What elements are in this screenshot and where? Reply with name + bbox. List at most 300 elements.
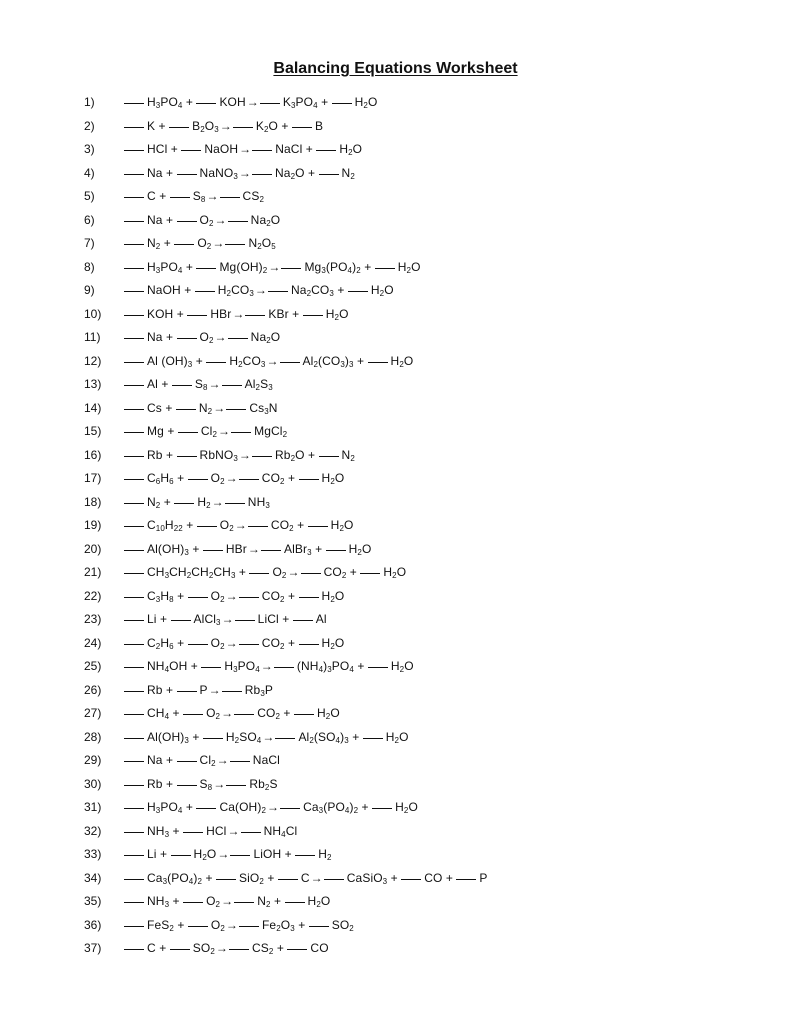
- chemical-formula: Na: [147, 753, 163, 767]
- coefficient-blank[interactable]: [248, 525, 268, 527]
- equation-text: $Na + Cl_2\to NaCl$: [124, 749, 280, 773]
- coefficient-blank[interactable]: [172, 384, 192, 386]
- chemical-formula: $CO_2$: [261, 635, 285, 651]
- chemical-formula: Rb: [147, 682, 163, 697]
- equation-row: [0, 373, 791, 397]
- reaction-arrow-icon: →: [260, 659, 273, 673]
- reaction-arrow-icon: →: [217, 847, 230, 861]
- chemical-formula: $Mg_3(PO_4)_2$: [304, 259, 361, 275]
- coefficient-blank[interactable]: [195, 290, 215, 292]
- coefficient-blank[interactable]: [124, 196, 144, 198]
- chemical-formula: $C_{10}H_{22}$: [147, 518, 183, 533]
- chemical-formula: $Na_2O$: [250, 212, 281, 228]
- chemical-formula: $K_3PO_4$: [282, 95, 318, 110]
- coefficient-blank[interactable]: [124, 831, 144, 833]
- equation-number: 19): [84, 518, 102, 532]
- coefficient-blank[interactable]: [124, 760, 144, 762]
- chemical-formula: $NH_3$: [147, 894, 170, 909]
- coefficient-blank[interactable]: [124, 572, 144, 574]
- coefficient-blank[interactable]: [245, 314, 265, 316]
- coefficient-blank[interactable]: [187, 314, 207, 316]
- coefficient-blank[interactable]: [368, 666, 388, 668]
- chemical-formula: NaCl: [275, 142, 303, 156]
- equation-number: 1): [84, 95, 95, 109]
- chemical-formula: $SO_2$: [192, 941, 215, 956]
- reaction-arrow-icon: →: [218, 424, 231, 438]
- chemical-formula: CO: [424, 870, 443, 885]
- chemical-formula: $CO_2$: [323, 565, 347, 580]
- equation-number: 33): [84, 847, 102, 861]
- equation-text: $CH_3CH_2CH_2CH_3 + O_2\to CO_2 + H_2O$: [124, 561, 406, 585]
- chemical-formula: $Na_2CO_3$: [291, 283, 334, 298]
- coefficient-blank[interactable]: [222, 384, 242, 386]
- coefficient-blank[interactable]: [241, 831, 261, 833]
- coefficient-blank[interactable]: [124, 807, 144, 809]
- chemical-formula: $O_2$: [197, 236, 212, 251]
- chemical-formula: $Al_2S_3$: [244, 377, 273, 392]
- equation-row: [0, 655, 791, 679]
- coefficient-blank[interactable]: [124, 267, 144, 269]
- equation-row: [0, 538, 791, 562]
- chemical-formula: $N_2$: [147, 236, 161, 251]
- chemical-formula: $N_2$: [341, 447, 355, 463]
- coefficient-blank[interactable]: [174, 502, 194, 504]
- coefficient-blank[interactable]: [234, 901, 254, 903]
- chemical-formula: $CS_2$: [251, 941, 274, 956]
- coefficient-blank[interactable]: [203, 737, 223, 739]
- chemical-formula: C: [147, 941, 156, 955]
- coefficient-blank[interactable]: [228, 337, 248, 339]
- equation-row: [0, 491, 791, 515]
- equation-row: [0, 91, 791, 115]
- chemical-formula: $H_3PO_4$: [147, 800, 183, 815]
- coefficient-blank[interactable]: [230, 854, 250, 856]
- coefficient-blank[interactable]: [309, 925, 329, 927]
- coefficient-blank[interactable]: [401, 878, 421, 880]
- reaction-arrow-icon: →: [238, 447, 251, 462]
- coefficient-blank[interactable]: [171, 854, 191, 856]
- equation-row: [0, 115, 791, 139]
- coefficient-blank[interactable]: [124, 384, 144, 386]
- coefficient-blank[interactable]: [316, 149, 336, 151]
- coefficient-blank[interactable]: [278, 878, 298, 880]
- coefficient-blank[interactable]: [124, 173, 144, 175]
- coefficient-blank[interactable]: [228, 220, 248, 222]
- equation-number: 6): [84, 212, 95, 227]
- chemical-formula: $NH_4OH$: [147, 659, 188, 674]
- coefficient-blank[interactable]: [235, 619, 255, 621]
- equation-row: [0, 726, 791, 750]
- coefficient-blank[interactable]: [293, 619, 313, 621]
- coefficient-blank[interactable]: [124, 220, 144, 222]
- coefficient-blank[interactable]: [177, 337, 197, 339]
- coefficient-blank[interactable]: [280, 361, 300, 363]
- coefficient-blank[interactable]: [226, 784, 246, 786]
- equation-text: $Rb + S_8\to Rb_2S$: [124, 773, 278, 797]
- coefficient-blank[interactable]: [177, 455, 197, 457]
- equation-text: $Al(OH)_3$ + HBr→AlBr$_3$ + $H_2O$: [124, 538, 371, 562]
- chemical-formula: $H_2O$: [348, 541, 372, 557]
- coefficient-blank[interactable]: [285, 901, 305, 903]
- coefficient-blank[interactable]: [299, 596, 319, 598]
- equation-text: $C_2H_6 + O_2\to CO_2 + H_2O$: [124, 632, 344, 656]
- coefficient-blank[interactable]: [229, 948, 249, 950]
- reaction-arrow-icon: →: [254, 283, 267, 297]
- chemical-formula: $N_2$: [198, 400, 213, 416]
- equation-text: Al $(OH)_3 + H_2CO_3\to Al_2(CO_3)_3 + H_2O$: [124, 350, 413, 374]
- chemical-formula: $O_2$: [219, 518, 234, 533]
- coefficient-blank[interactable]: [188, 478, 208, 480]
- chemical-formula: $Ca(OH)_2$: [219, 800, 266, 815]
- coefficient-blank[interactable]: [226, 408, 246, 410]
- coefficient-blank[interactable]: [124, 149, 144, 151]
- coefficient-blank[interactable]: [249, 572, 269, 574]
- reaction-arrow-icon: →: [287, 565, 300, 579]
- coefficient-blank[interactable]: [170, 196, 190, 198]
- chemical-formula: $H_2SO_4$: [225, 729, 262, 745]
- equation-text: $C + SO_2\to CS_2$ + CO: [124, 937, 329, 961]
- equation-text: NaOH + $H_2CO_3\to Na_2CO_3 + H_2O$: [124, 279, 394, 303]
- coefficient-blank[interactable]: [124, 126, 144, 128]
- equation-row: [0, 279, 791, 303]
- coefficient-blank[interactable]: [176, 408, 196, 410]
- equation-text: KOH + $HBr\to KBr + H_2O$: [124, 303, 349, 327]
- equation-number: 7): [84, 236, 95, 250]
- equation-text: $N_2 + H_2\to NH_3$: [124, 491, 270, 515]
- equation-number: 29): [84, 753, 102, 767]
- chemical-formula: $Na_2O$: [250, 330, 281, 345]
- chemical-formula: $H_2$: [197, 494, 211, 510]
- chemical-formula: $N_2$: [257, 894, 271, 909]
- coefficient-blank[interactable]: [348, 290, 368, 292]
- coefficient-blank[interactable]: [178, 431, 198, 433]
- coefficient-blank[interactable]: [239, 925, 259, 927]
- reaction-arrow-icon: →: [221, 706, 234, 720]
- coefficient-blank[interactable]: [177, 784, 197, 786]
- coefficient-blank[interactable]: [260, 102, 280, 104]
- chemical-formula: $O_2$: [199, 330, 214, 345]
- chemical-formula: LiCl: [257, 612, 279, 626]
- coefficient-blank[interactable]: [295, 854, 315, 856]
- chemical-formula: B: [314, 118, 324, 133]
- chemical-formula: Al: [147, 377, 158, 391]
- chemical-formula: KBr: [268, 306, 289, 321]
- coefficient-blank[interactable]: [220, 196, 240, 198]
- coefficient-blank[interactable]: [299, 643, 319, 645]
- chemical-formula: $CH_4$: [147, 706, 170, 721]
- chemical-formula: $N_2O_5$: [248, 236, 276, 251]
- equation-text: $Li + H_2O\to LiOH + H_2$: [124, 843, 332, 867]
- chemical-formula: $Rb_2O$: [275, 447, 305, 463]
- chemical-formula: CaSiO$_3$: [346, 870, 388, 886]
- coefficient-blank[interactable]: [124, 314, 144, 316]
- chemical-formula: Li: [147, 847, 157, 861]
- chemical-formula: $H_2O$: [383, 565, 407, 580]
- equation-text: $Na + O_2\to Na_2O$: [124, 209, 280, 233]
- chemical-formula: SiO$_2$: [239, 870, 264, 886]
- reaction-arrow-icon: →: [208, 377, 221, 391]
- equation-row: [0, 397, 791, 421]
- equation-row: [0, 209, 791, 233]
- coefficient-blank[interactable]: [124, 643, 144, 645]
- coefficient-blank[interactable]: [303, 314, 323, 316]
- equation-row: [0, 350, 791, 374]
- coefficient-blank[interactable]: [183, 831, 203, 833]
- reaction-arrow-icon: →: [246, 95, 259, 109]
- equation-row: [0, 303, 791, 327]
- coefficient-blank[interactable]: [124, 243, 144, 245]
- coefficient-blank[interactable]: [124, 502, 144, 504]
- equation-number: 22): [84, 588, 102, 603]
- coefficient-blank[interactable]: [261, 549, 281, 551]
- coefficient-blank[interactable]: [222, 690, 242, 692]
- coefficient-blank[interactable]: [124, 337, 144, 339]
- equation-row: [0, 867, 791, 891]
- equation-text: $Al(OH)_3 + H_2SO_4\to Al_2(SO_4)_3 + H_2O$: [124, 726, 409, 750]
- chemical-formula: Li: [147, 612, 157, 626]
- equation-text: $H_3PO_4 + Mg(OH)_2\to Mg_3(PO_4)_2 + H_2O$: [124, 256, 421, 280]
- equation-number: 16): [84, 447, 102, 462]
- equation-row: [0, 843, 791, 867]
- equation-row: [0, 232, 791, 256]
- chemical-formula: $S_8$: [192, 189, 206, 204]
- coefficient-blank[interactable]: [124, 737, 144, 739]
- chemical-formula: $CO_2$: [261, 471, 285, 486]
- coefficient-blank[interactable]: [275, 737, 295, 739]
- coefficient-blank[interactable]: [252, 149, 272, 151]
- chemical-formula: HBr: [225, 541, 247, 556]
- chemical-formula: $H_2O$: [354, 95, 378, 110]
- coefficient-blank[interactable]: [124, 784, 144, 786]
- coefficient-blank[interactable]: [375, 267, 395, 269]
- equation-number: 34): [84, 870, 102, 885]
- equation-number: 5): [84, 189, 95, 203]
- equation-text: $Rb + RbNO_3\to Rb_2O + N_2$: [124, 444, 355, 468]
- worksheet-title: Balancing Equations Worksheet: [273, 60, 518, 77]
- chemical-formula: $O_2$: [272, 565, 287, 580]
- chemical-formula: $H_2O$: [385, 729, 409, 745]
- reaction-arrow-icon: →: [238, 165, 251, 180]
- chemical-formula: $H_2$: [318, 847, 332, 862]
- equation-text: $NH_4OH + H_3PO_4\to(NH_4)_3PO_4 + H_2O$: [124, 655, 414, 679]
- coefficient-blank[interactable]: [124, 948, 144, 950]
- chemical-formula: $C_6H_6$: [147, 471, 174, 486]
- coefficient-blank[interactable]: [292, 126, 312, 128]
- chemical-formula: $O_2$: [210, 588, 225, 604]
- chemical-formula: $Cl_2$: [199, 753, 216, 768]
- reaction-arrow-icon: →: [211, 494, 224, 509]
- reaction-arrow-icon: →: [266, 353, 279, 368]
- chemical-formula: C: [300, 870, 310, 885]
- coefficient-blank[interactable]: [252, 455, 272, 457]
- coefficient-blank[interactable]: [216, 878, 236, 880]
- reaction-arrow-icon: →: [239, 142, 252, 156]
- coefficient-blank[interactable]: [170, 948, 190, 950]
- coefficient-blank[interactable]: [225, 502, 245, 504]
- chemical-formula: $O_2$: [199, 212, 214, 228]
- coefficient-blank[interactable]: [308, 525, 328, 527]
- coefficient-blank[interactable]: [183, 713, 203, 715]
- coefficient-blank[interactable]: [281, 267, 301, 269]
- equation-text: $C + S_8\to CS_2$: [124, 185, 264, 209]
- coefficient-blank[interactable]: [280, 807, 300, 809]
- coefficient-blank[interactable]: [201, 666, 221, 668]
- reaction-arrow-icon: →: [219, 118, 232, 133]
- chemical-formula: P: [479, 870, 488, 885]
- coefficient-blank[interactable]: [456, 878, 476, 880]
- coefficient-blank[interactable]: [124, 596, 144, 598]
- chemical-formula: AlCl$_3$: [193, 612, 221, 627]
- chemical-formula: $H_2O$: [339, 142, 363, 157]
- coefficient-blank[interactable]: [326, 549, 346, 551]
- reaction-arrow-icon: →: [208, 682, 221, 697]
- coefficient-blank[interactable]: [196, 807, 216, 809]
- chemical-formula: $Al_2(SO_4)_3$: [298, 729, 349, 745]
- chemical-formula: Al: [315, 612, 327, 626]
- chemical-formula: Al $(OH)_3$: [147, 353, 193, 369]
- coefficient-blank[interactable]: [274, 666, 294, 668]
- chemical-formula: $S_8$: [194, 377, 208, 392]
- coefficient-blank[interactable]: [124, 549, 144, 551]
- coefficient-blank[interactable]: [124, 290, 144, 292]
- equation-number: 23): [84, 612, 102, 626]
- coefficient-blank[interactable]: [294, 713, 314, 715]
- chemical-formula: $H_3PO_4$: [147, 95, 183, 110]
- coefficient-blank[interactable]: [124, 666, 144, 668]
- coefficient-blank[interactable]: [196, 102, 216, 104]
- coefficient-blank[interactable]: [124, 713, 144, 715]
- coefficient-blank[interactable]: [124, 878, 144, 880]
- coefficient-blank[interactable]: [239, 643, 259, 645]
- equation-row: [0, 890, 791, 914]
- coefficient-blank[interactable]: [177, 690, 197, 692]
- coefficient-blank[interactable]: [124, 478, 144, 480]
- equation-text: $C_3H_8 + O_2\to CO_2 + H_2O$: [124, 585, 344, 609]
- equation-row: [0, 608, 791, 632]
- chemical-formula: $H_2O$: [390, 353, 414, 369]
- coefficient-blank[interactable]: [299, 478, 319, 480]
- coefficient-blank[interactable]: [177, 760, 197, 762]
- chemical-formula: $Ca_3(PO_4)_2$: [147, 870, 203, 886]
- chemical-formula: Mg: [147, 424, 164, 438]
- coefficient-blank[interactable]: [124, 901, 144, 903]
- coefficient-blank[interactable]: [177, 173, 197, 175]
- coefficient-blank[interactable]: [239, 596, 259, 598]
- coefficient-blank[interactable]: [368, 361, 388, 363]
- reaction-arrow-icon: →: [213, 776, 226, 791]
- coefficient-blank[interactable]: [197, 525, 217, 527]
- chemical-formula: $H_3PO_4$: [147, 259, 183, 275]
- coefficient-blank[interactable]: [174, 243, 194, 245]
- coefficient-blank[interactable]: [124, 408, 144, 410]
- coefficient-blank[interactable]: [231, 431, 251, 433]
- chemical-formula: K: [147, 118, 156, 133]
- reaction-arrow-icon: →: [227, 823, 240, 838]
- coefficient-blank[interactable]: [252, 173, 272, 175]
- coefficient-blank[interactable]: [124, 525, 144, 527]
- equation-row: [0, 914, 791, 938]
- chemical-formula: $Cl_2$: [200, 424, 217, 439]
- coefficient-blank[interactable]: [225, 243, 245, 245]
- coefficient-blank[interactable]: [124, 455, 144, 457]
- coefficient-blank[interactable]: [239, 478, 259, 480]
- coefficient-blank[interactable]: [183, 901, 203, 903]
- equation-text: $NH_3 + HCl\to NH_4Cl$: [124, 820, 297, 844]
- coefficient-blank[interactable]: [188, 596, 208, 598]
- chemical-formula: $Cs_3N$: [249, 400, 278, 416]
- coefficient-blank[interactable]: [196, 267, 216, 269]
- coefficient-blank[interactable]: [188, 643, 208, 645]
- chemical-formula: Cs: [147, 400, 162, 415]
- coefficient-blank[interactable]: [363, 737, 383, 739]
- coefficient-blank[interactable]: [124, 925, 144, 927]
- coefficient-blank[interactable]: [230, 760, 250, 762]
- reaction-arrow-icon: →: [214, 330, 227, 344]
- equation-text: $Cs + N_2\to Cs_3N$: [124, 397, 278, 421]
- equation-number: 13): [84, 377, 102, 391]
- coefficient-blank[interactable]: [124, 361, 144, 363]
- coefficient-blank[interactable]: [124, 102, 144, 104]
- coefficient-blank[interactable]: [124, 690, 144, 692]
- coefficient-blank[interactable]: [124, 854, 144, 856]
- equation-number: 20): [84, 541, 102, 556]
- coefficient-blank[interactable]: [324, 878, 344, 880]
- chemical-formula: AlBr$_3$: [283, 541, 312, 557]
- reaction-arrow-icon: →: [216, 753, 229, 767]
- coefficient-blank[interactable]: [188, 925, 208, 927]
- coefficient-blank[interactable]: [234, 713, 254, 715]
- equation-number: 28): [84, 729, 102, 744]
- equation-number: 31): [84, 800, 102, 814]
- reaction-arrow-icon: →: [225, 635, 238, 650]
- reaction-arrow-icon: →: [262, 729, 275, 744]
- coefficient-blank[interactable]: [169, 126, 189, 128]
- coefficient-blank[interactable]: [177, 220, 197, 222]
- coefficient-blank[interactable]: [319, 455, 339, 457]
- coefficient-blank[interactable]: [206, 361, 226, 363]
- chemical-formula: $H_2CO_3$: [229, 353, 266, 369]
- chemical-formula: $NH_3$: [147, 823, 170, 839]
- equation-row: [0, 444, 791, 468]
- equation-number: 35): [84, 894, 102, 908]
- equation-number: 10): [84, 306, 102, 321]
- coefficient-blank[interactable]: [360, 572, 380, 574]
- coefficient-blank[interactable]: [181, 149, 201, 151]
- coefficient-blank[interactable]: [268, 290, 288, 292]
- chemical-formula: KOH: [147, 306, 174, 321]
- coefficient-blank[interactable]: [287, 948, 307, 950]
- equation-number: 11): [84, 330, 101, 344]
- chemical-formula: NaOH: [147, 283, 181, 297]
- chemical-formula: $H_2O$: [321, 588, 345, 604]
- coefficient-blank[interactable]: [203, 549, 223, 551]
- coefficient-blank[interactable]: [124, 431, 144, 433]
- coefficient-blank[interactable]: [372, 807, 392, 809]
- equation-number: 24): [84, 635, 102, 650]
- equation-row: [0, 256, 791, 280]
- coefficient-blank[interactable]: [233, 126, 253, 128]
- reaction-arrow-icon: →: [214, 212, 227, 227]
- coefficient-blank[interactable]: [124, 619, 144, 621]
- coefficient-blank[interactable]: [171, 619, 191, 621]
- reaction-arrow-icon: →: [206, 189, 219, 203]
- coefficient-blank[interactable]: [319, 173, 339, 175]
- reaction-arrow-icon: →: [225, 588, 238, 603]
- equation-text: $FeS_2 + O_2\to Fe_2O_3 + SO_2$: [124, 914, 354, 938]
- coefficient-blank[interactable]: [332, 102, 352, 104]
- chemical-formula: $H_2O$: [370, 283, 394, 298]
- coefficient-blank[interactable]: [301, 572, 321, 574]
